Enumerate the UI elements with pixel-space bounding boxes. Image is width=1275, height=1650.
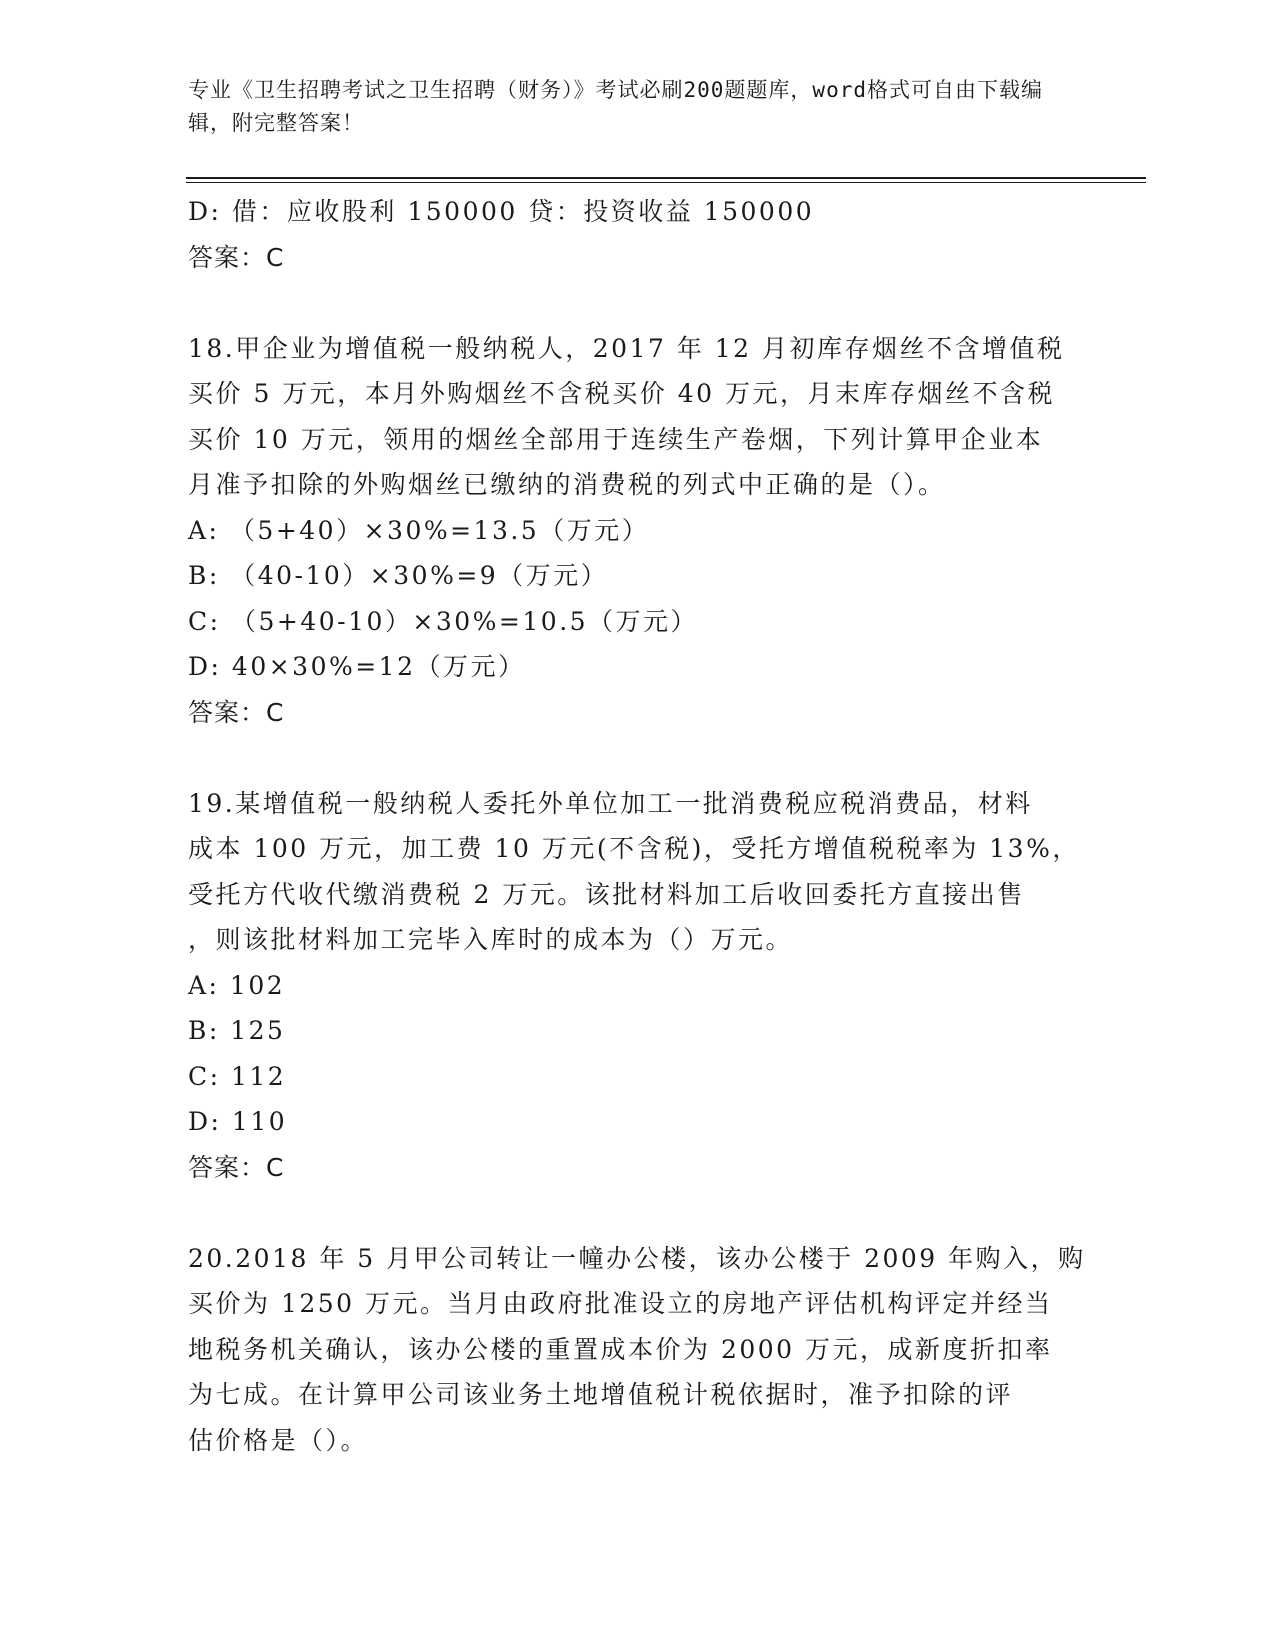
option-d: D: 110 — [188, 1107, 288, 1136]
option-a: A: （5+40）×30%=13.5（万元） — [188, 515, 650, 545]
question-18 — [188, 326, 1078, 736]
answer: 答案：C — [188, 242, 285, 272]
option-c: C: 112 — [188, 1061, 287, 1091]
option-a: A: 102 — [188, 970, 286, 1000]
document-header — [188, 74, 1068, 140]
option-c: C: （5+40-10）×30%=10.5（万元） — [188, 606, 699, 636]
question-stem-line: 20.2018 年 5 月甲公司转让一幢办公楼，该办公楼于 2009 年购入，购 — [188, 1243, 1086, 1273]
header-title: 专业《卫生招聘考试之卫生招聘（财务）》考试必刷200题题库，word格式可自由下载编辑，附完整答案！ — [188, 78, 1043, 135]
option-d: D: 借：应收股利 150000 贷：投资收益 150000 — [188, 197, 815, 226]
question-stem-line: 19.某增值税一般纳税人委托外单位加工一批消费税应税消费品，材料 — [188, 788, 1033, 818]
question-stem-line: 月准予扣除的外购烟丝已缴纳的消费税的列式中正确的是（）。 — [188, 470, 946, 499]
option-b: B: （40-10）×30%=9（万元） — [188, 561, 609, 590]
question-stem-line: 估价格是（）。 — [188, 1425, 369, 1455]
spacer — [188, 735, 1078, 781]
question-stem-line: 为七成。在计算甲公司该业务土地增值税计税依据时，准予扣除的评 — [188, 1380, 1014, 1409]
option-d: D: 40×30%=12（万元） — [188, 652, 526, 681]
question-stem-line: 买价为 1250 万元。当月由政府批准设立的房地产评估机构评定并经当 — [188, 1289, 1053, 1318]
spacer — [188, 1190, 1078, 1236]
question-stem-line: 买价 5 万元，本月外购烟丝不含税买价 40 万元，月末库存烟丝不含税 — [188, 379, 1056, 408]
answer: 答案：C — [188, 697, 285, 727]
question-stem-line: 成本 100 万元，加工费 10 万元(不含税)，受托方增值税税率为 13%， — [188, 834, 1080, 863]
question-19 — [188, 781, 1078, 1191]
document-body — [188, 189, 1086, 1463]
question-stem-line: 18.甲企业为增值税一般纳税人，2017 年 12 月初库存烟丝不含增值税 — [188, 333, 1065, 363]
header-divider-thin — [186, 182, 1146, 183]
answer: 答案：C — [188, 1152, 285, 1182]
header-divider-thick — [186, 177, 1146, 179]
question-stem-line: 受托方代收代缴消费税 2 万元。该批材料加工后收回委托方直接出售 — [188, 879, 1025, 909]
question-stem-line: ，则该批材料加工完毕入库时的成本为（）万元。 — [188, 925, 794, 954]
spacer — [188, 280, 1078, 326]
question-stem-line: 买价 10 万元，领用的烟丝全部用于连续生产卷烟，下列计算甲企业本 — [188, 424, 1044, 454]
option-b: B: 125 — [188, 1016, 286, 1045]
question-20 — [188, 1236, 1086, 1464]
question-stem-line: 地税务机关确认，该办公楼的重置成本价为 2000 万元，成新度折扣率 — [188, 1334, 1053, 1364]
